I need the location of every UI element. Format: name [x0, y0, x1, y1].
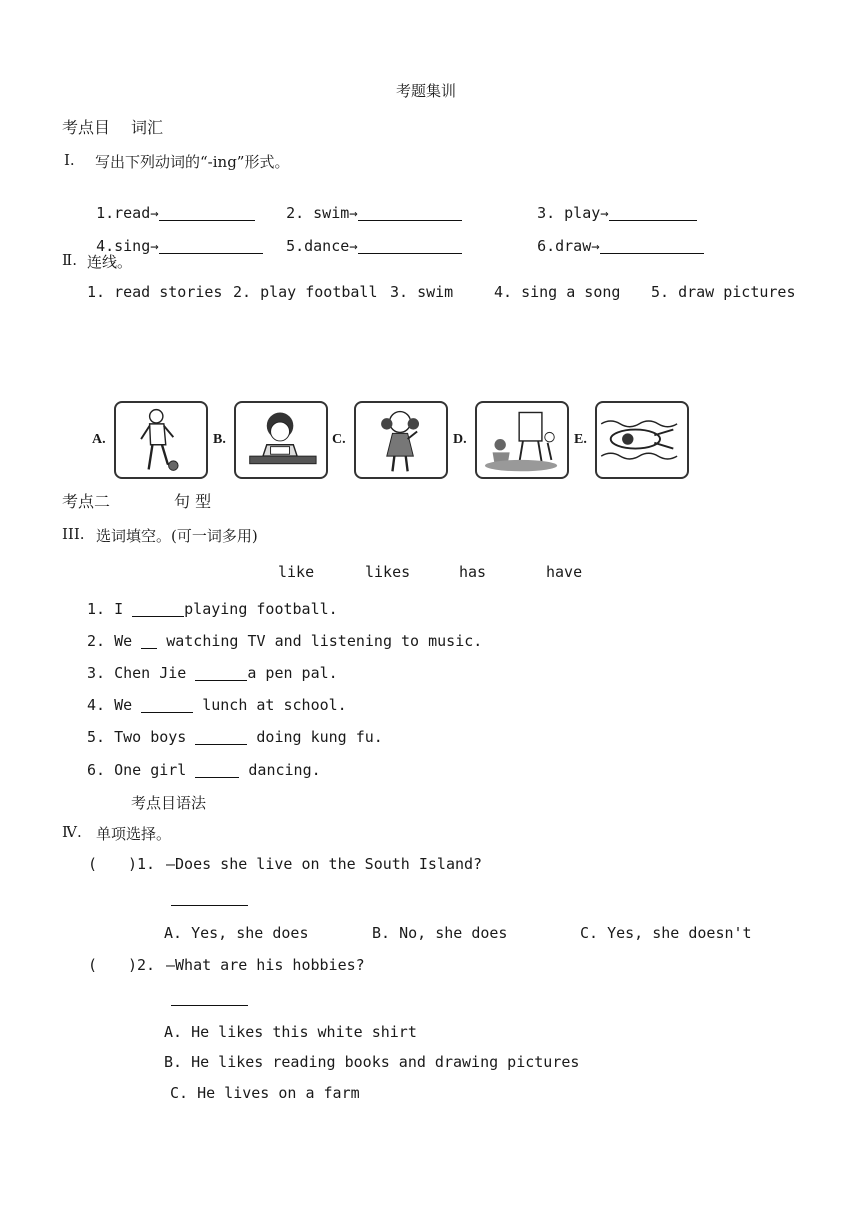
match-item-4[interactable] — [494, 283, 620, 301]
ing-item-2 — [268, 186, 462, 222]
match-item-3[interactable] — [390, 283, 453, 301]
section1-heading-word: 词汇 — [131, 118, 164, 137]
section1-heading: 考点目 — [62, 118, 111, 137]
match-item-text: sing a song — [521, 283, 621, 301]
match-item-num: 3. — [390, 283, 409, 301]
section3-heading: 考点目语法 — [131, 794, 207, 812]
question-text: —What are his hobbies? — [166, 956, 365, 974]
ing-item-num: 3. — [537, 204, 556, 222]
part4-label: Ⅳ. — [62, 823, 82, 841]
question-number: )2. — [128, 956, 156, 974]
answer-slot[interactable] — [96, 855, 126, 873]
arrow-icon: → — [150, 206, 159, 222]
fill-item-num: 4. — [87, 696, 106, 714]
fill-item-3 — [87, 664, 338, 682]
fill-item-after: playing football. — [184, 600, 338, 618]
match-item-num: 5. — [651, 283, 670, 301]
answer-blank[interactable] — [159, 252, 263, 254]
ing-item-6 — [519, 219, 704, 255]
part1-instruction: 写出下列动词的“-ing”形式。 — [95, 153, 290, 171]
match-item-text: draw pictures — [678, 283, 796, 301]
fill-item-after: doing kung fu. — [247, 728, 383, 746]
fill-item-before: Two boys — [114, 728, 196, 746]
section2-heading-word: 句 型 — [174, 492, 212, 511]
ing-item-5 — [268, 219, 462, 255]
ing-item-word: swim — [313, 204, 350, 222]
fill-item-2 — [87, 632, 482, 650]
fill-item-5 — [87, 728, 383, 746]
fill-item-6 — [87, 761, 321, 779]
football-picture[interactable] — [114, 401, 208, 479]
match-item-text: swim — [417, 283, 454, 301]
ing-item-num: 5. — [286, 237, 305, 255]
ing-item-num: 4. — [96, 237, 115, 255]
fill-item-num: 1. — [87, 600, 106, 618]
ing-item-num: 6. — [537, 237, 556, 255]
fill-item-num: 2. — [87, 632, 106, 650]
answer-paren-open: ( — [88, 956, 98, 974]
fill-blank[interactable] — [195, 679, 247, 681]
ing-item-4 — [78, 219, 263, 255]
response-blank[interactable] — [171, 1004, 248, 1006]
arrow-icon: → — [150, 239, 159, 255]
question-text: —Does she live on the South Island? — [166, 855, 483, 873]
ing-item-num: 1. — [96, 204, 115, 222]
option-b[interactable]: B. He likes reading books and drawing pictures — [164, 1053, 580, 1071]
arrow-icon: → — [349, 206, 358, 222]
match-item-text: play football — [260, 283, 378, 301]
match-item-num: 4. — [494, 283, 513, 301]
picture-label-e: E. — [574, 432, 587, 447]
ing-item-1 — [78, 186, 255, 222]
ing-item-3 — [519, 186, 697, 222]
response-blank[interactable] — [171, 904, 248, 906]
swimming-picture[interactable] — [595, 401, 689, 479]
picture-label-c: C. — [332, 432, 346, 447]
ing-item-num: 2. — [286, 204, 305, 222]
reading-picture[interactable] — [234, 401, 328, 479]
ing-item-word: draw — [555, 237, 592, 255]
arrow-icon: → — [349, 239, 358, 255]
part2-label: Ⅱ. — [62, 251, 77, 269]
picture-label-a: A. — [92, 432, 106, 447]
word-bank-item: likes — [365, 563, 411, 581]
page-title: 考题集训 — [396, 82, 457, 100]
fill-blank[interactable] — [132, 615, 184, 617]
match-item-5[interactable] — [651, 283, 796, 301]
option-a[interactable]: A. He likes this white shirt — [164, 1023, 417, 1041]
answer-blank[interactable] — [600, 252, 704, 254]
fill-item-before: We — [114, 696, 142, 714]
part4-instruction: 单项选择。 — [96, 825, 172, 843]
option-c[interactable]: C. Yes, she doesn't — [580, 924, 752, 942]
option-c[interactable]: C. He lives on a farm — [170, 1084, 360, 1102]
ing-item-word: play — [564, 204, 601, 222]
ing-item-word: sing — [114, 237, 151, 255]
fill-item-before: We — [114, 632, 142, 650]
fill-item-before: One girl — [114, 761, 196, 779]
arrow-icon: → — [591, 239, 600, 255]
ing-item-word: read — [114, 204, 151, 222]
picture-label-b: B. — [213, 432, 226, 447]
fill-item-before: Chen Jie — [114, 664, 196, 682]
drawing-picture[interactable] — [475, 401, 569, 479]
arrow-icon: → — [600, 206, 609, 222]
match-item-1[interactable] — [87, 283, 222, 301]
picture-label-d: D. — [453, 432, 467, 447]
fill-item-after: lunch at school. — [193, 696, 347, 714]
fill-item-before: I — [114, 600, 133, 618]
question-number: )1. — [128, 855, 156, 873]
section2-heading: 考点二 — [62, 492, 111, 511]
fill-item-4 — [87, 696, 347, 714]
fill-item-num: 5. — [87, 728, 106, 746]
ing-item-word: dance — [304, 237, 350, 255]
part3-label: III. — [62, 525, 85, 543]
fill-item-after: watching TV and listening to music. — [157, 632, 483, 650]
part3-instruction: 选词填空。(可一词多用) — [96, 527, 258, 545]
word-bank-item: like — [278, 563, 315, 581]
fill-item-1 — [87, 600, 338, 618]
fill-blank[interactable] — [141, 647, 157, 649]
answer-paren-open: ( — [88, 855, 98, 873]
answer-blank[interactable] — [358, 252, 462, 254]
fill-item-num: 3. — [87, 664, 106, 682]
fill-blank[interactable] — [195, 776, 239, 778]
word-bank-item: has — [459, 563, 487, 581]
fill-blank[interactable] — [195, 743, 247, 745]
fill-blank[interactable] — [141, 711, 193, 713]
part1-label: Ⅰ. — [64, 151, 75, 169]
fill-item-after: dancing. — [239, 761, 321, 779]
option-b[interactable]: B. No, she does — [372, 924, 508, 942]
fill-item-num: 6. — [87, 761, 106, 779]
match-item-num: 1. — [87, 283, 106, 301]
match-item-num: 2. — [233, 283, 252, 301]
fill-item-after: a pen pal. — [247, 664, 338, 682]
answer-slot[interactable] — [96, 956, 126, 974]
option-a[interactable]: A. Yes, she does — [164, 924, 309, 942]
word-bank-item: have — [546, 563, 583, 581]
match-item-text: read stories — [114, 283, 223, 301]
match-item-2[interactable] — [233, 283, 378, 301]
part2-instruction: 连线。 — [87, 253, 133, 271]
singing-picture[interactable] — [354, 401, 448, 479]
